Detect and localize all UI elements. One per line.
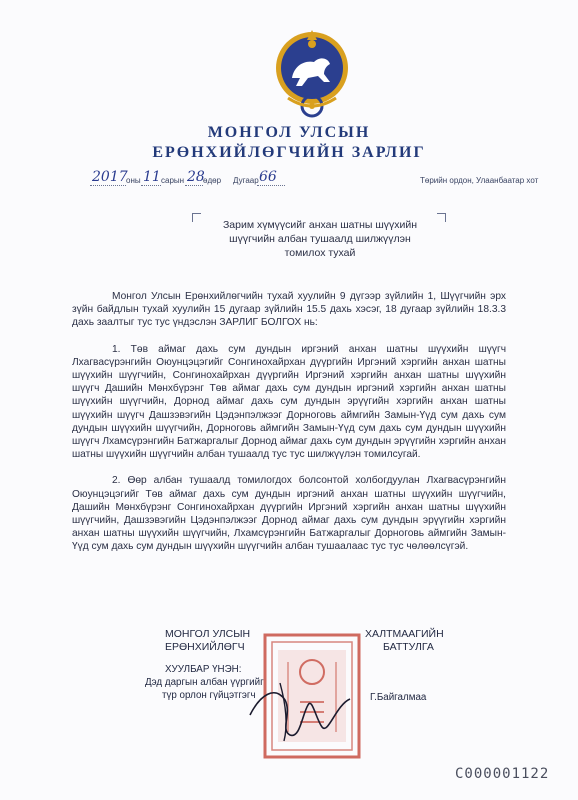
body-item-1: 1. Төв аймаг дахь сум дундын иргэний анхан шатны шүүхийн шүүгч Лхагвасүрэнгийн Оюунцэцэгийг Сонгинохайрхан дүүргийн Иргэний хэргийн анхан шатны шүүхийн шүүгчийн, Сонгинохайрхан дүүргийн Иргэний хэргийн анхан шатны шүүхийн шүүгч Дашийн Мөнхбүрэнг Төв аймаг дахь сум дундын иргэний хэргийн анхан шатны шүүхийн шүүгчийн, Дорнод аймаг дахь сум дундын эрүүгийн хэргийн анхан шатны шүүхийн шүүгч Дашзэвэгийн Цэдэнпэлжээг Дорноговь аймгийн Замын-Үүд сум дахь сум дундын шүүхийн шүүгчийн, Дорноговь аймгийн Замын-Үүд сум дахь сум дундын шүүхийн шүүгч Лхамсүрэнгийн Батжаргалыг Дорнод аймаг дахь сум дундын эрүүгийн хэргийн анхан шатны шүүхийн шүүгчийн албан тушаалд тус тус шилжүүлэн томилсугай. <box>72 343 506 461</box>
subject-line2: шүүгчийн албан тушаалд шилжүүлэн <box>229 233 411 245</box>
decree-subject <box>195 218 445 260</box>
certifier-name: Г.Байгалмаа <box>370 692 427 703</box>
org-title-line1: МОНГОЛ УЛСЫН <box>207 124 371 141</box>
subject-line3: томилох тухай <box>284 247 356 259</box>
body-item-2: 2. Өөр албан тушаалд томилогдох болсонтой холбогдуулан Лхагвасүрэнгийн Оюунцэцэгийг Төв аймаг дахь сум дундын иргэний анхан шатны шүүхийн шүүгчийн, Дашийн Мөнхбүрэнг Сонгинохайрхан дүүргийн Иргэний хэргийн анхан шатны шүүхийн шүүгчийн, Дашзэвэгийн Цэдэнпэлжээг Дорнод аймаг дахь сум дундын эрүүгийн хэргийн анхан шатны шүүхийн шүүгчийн, Лхамсүрэнгийн Батжаргалыг Дорноговь аймгийн Замын-Үүд сум дахь сум дундын шүүхийн шүүгчийн албан тушаалаас тус тус чөлөөлсүгэй. <box>72 475 506 553</box>
certifier-title-line2: түр орлон гүйцэтгэгч <box>162 690 256 701</box>
decree-month: 11 <box>143 169 161 185</box>
document-serial-number: C000001122 <box>455 766 550 782</box>
decree-year: 2017 <box>92 169 128 185</box>
certifier-title-line1: Дэд даргын албан үүргийг <box>145 677 264 688</box>
org-title-line2: ЕРӨНХИЙЛӨГЧИЙН ЗАРЛИГ <box>152 144 426 161</box>
body-intro: Монгол Улсын Ерөнхийлөгчийн тухай хуулийн 9 дүгээр зүйлийн 1, Шүүгчийн эрх зүйн байдлын тухай хуулийн 15 дугаар зүйлийн 15.5 дахь хэсэг, 18 дугаар зүйлийн 18.3.3 дахь заалтыг тус тус үндэслэн ЗАРЛИГ БОЛГОХ нь: <box>72 291 506 329</box>
decree-meta-row <box>0 169 578 192</box>
decree-body <box>72 290 506 567</box>
number-label: Дугаар <box>233 176 259 185</box>
day-label: өдөр <box>203 176 222 185</box>
month-label: сарын <box>161 176 185 185</box>
signer-name-line1: ХАЛТМААГИЙН <box>365 628 444 640</box>
signer-name-line2: БАТТУЛГА <box>383 641 434 653</box>
state-emblem-icon <box>270 22 354 122</box>
signer-title-line2: ЕРӨНХИЙЛӨГЧ <box>165 641 245 653</box>
year-label: оны <box>126 176 141 185</box>
decree-number: 66 <box>259 169 277 185</box>
subject-line1: Зарим хүмүүсийг анхан шатны шүүхийн <box>222 219 418 231</box>
signer-title-line1: МОНГОЛ УЛСЫН <box>165 628 251 640</box>
decree-day: 28 <box>187 169 205 185</box>
copy-certification: ХУУЛБАР ҮНЭН: <box>165 664 242 675</box>
issue-place: Төрийн ордон, Улаанбаатар хот <box>420 176 539 185</box>
